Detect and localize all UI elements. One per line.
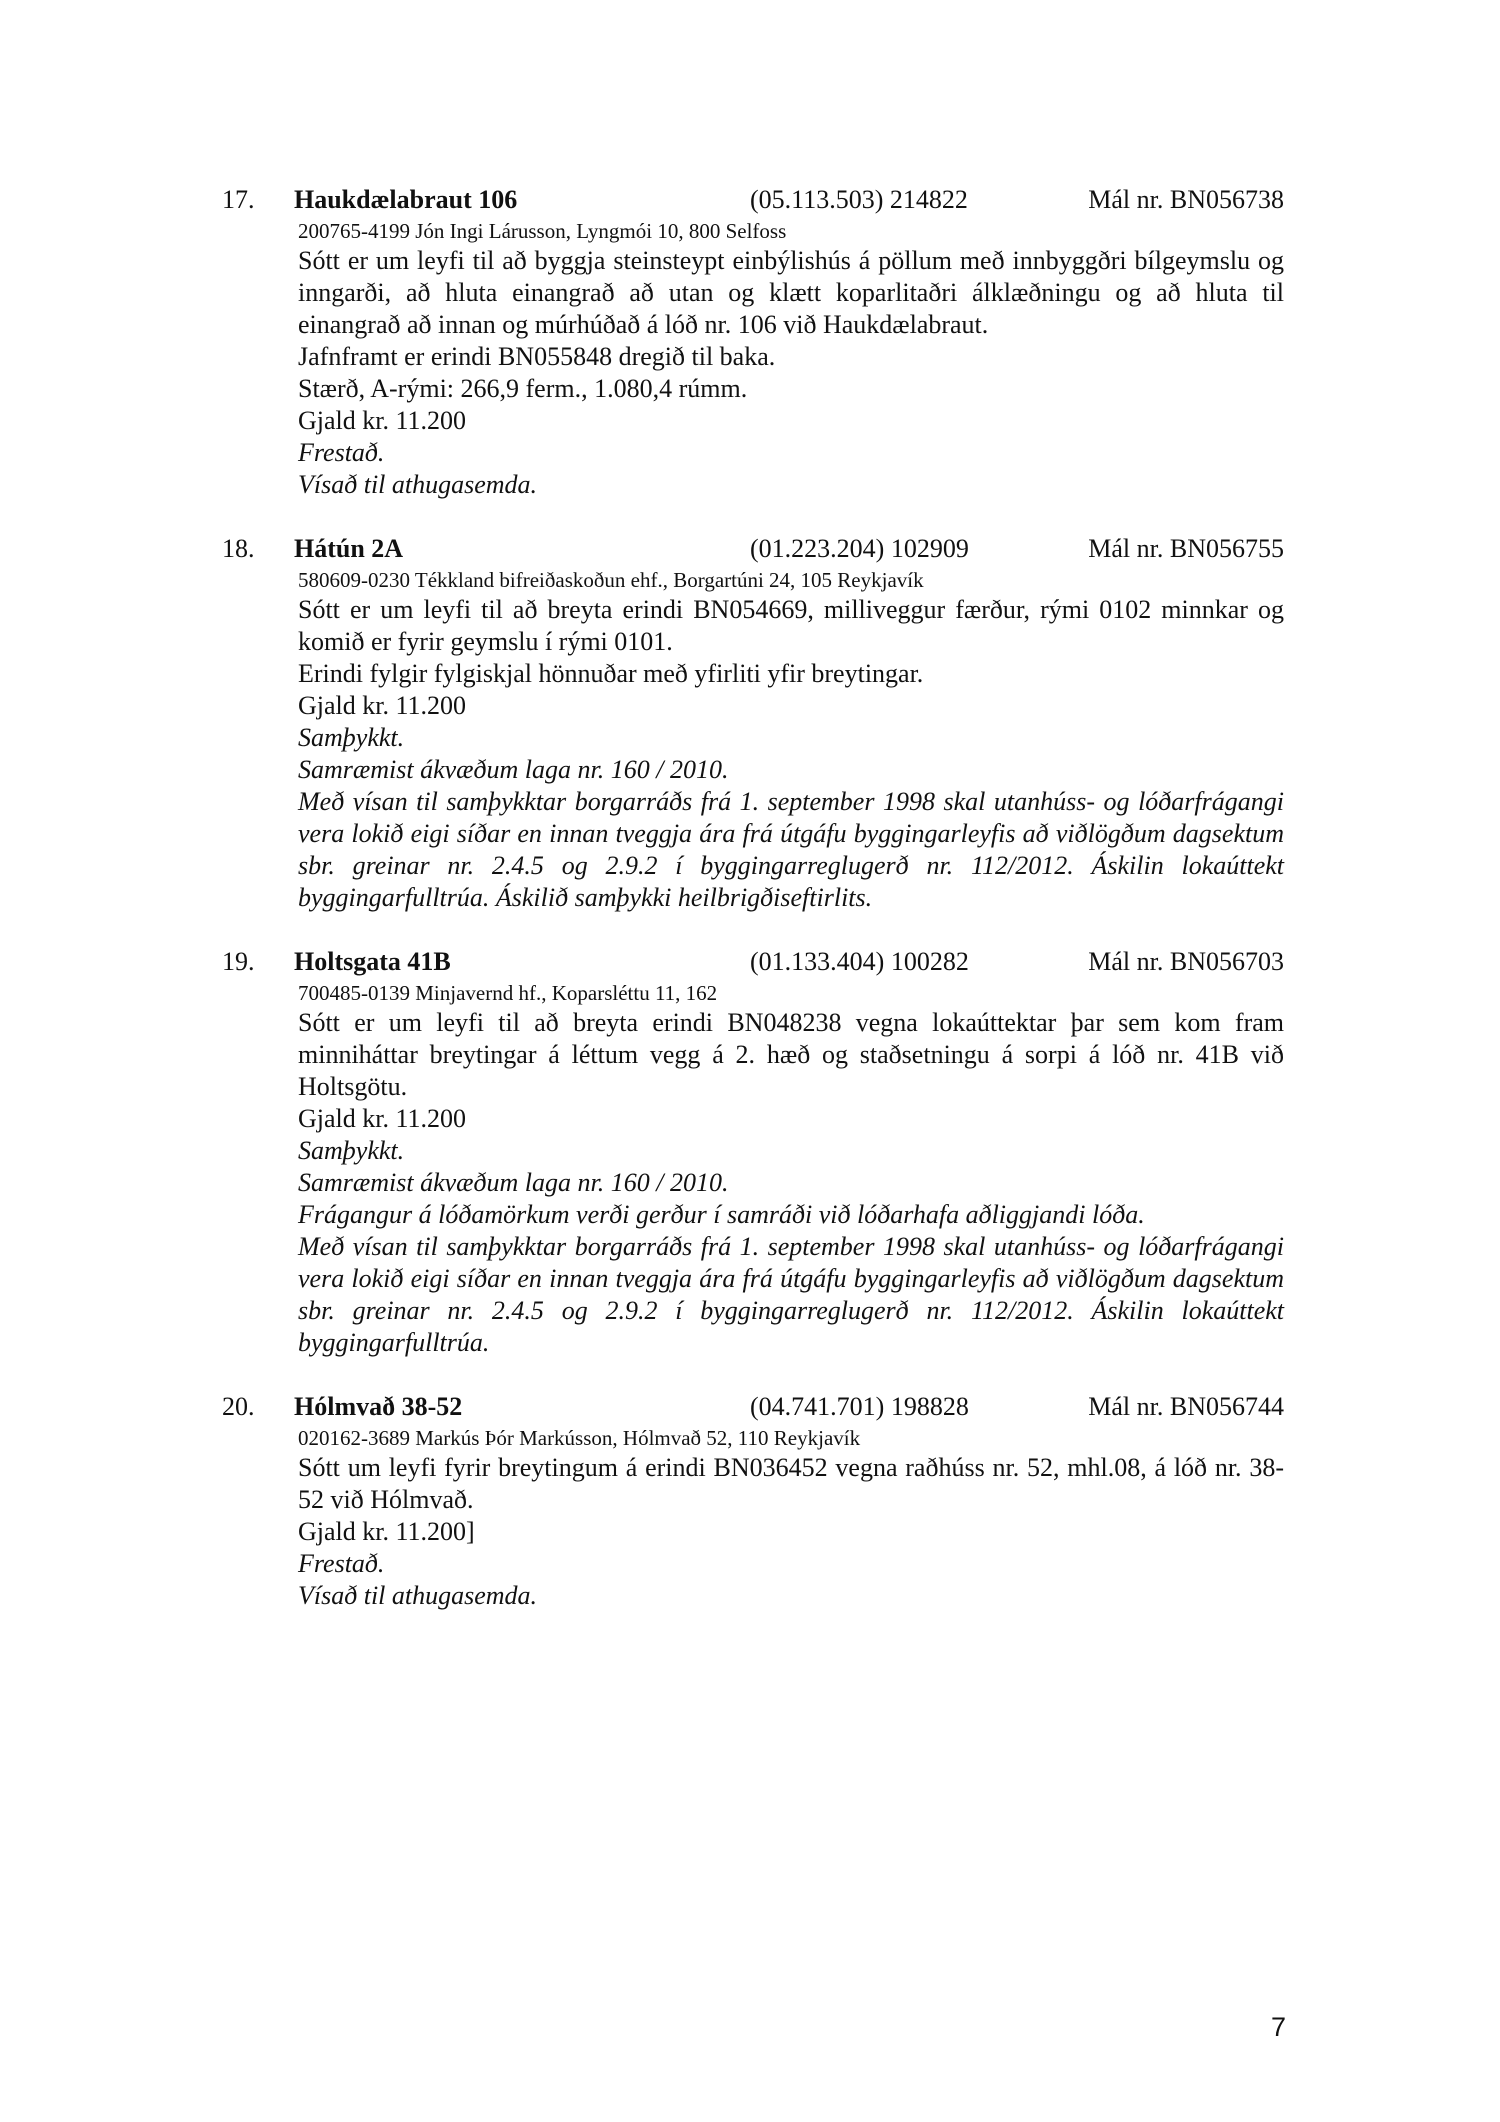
conditions-notice: Með vísan til samþykktar borgarráðs frá 1. september 1998 skal utanhúss- og lóðarfrágangi vera lokið eigi síðar en innan tveggja ára frá útgáfu byggingarleyfis að viðlögðum dagsektum sbr. greinar nr. 2.4.5 og 2.9.2 í byggingarreglugerð nr. 112/2012. Áskilin lokaúttekt byggingarfulltrúa. Áskilið samþykki heilbrigðiseftirlits.: [298, 787, 1284, 912]
entry-body: [298, 979, 1284, 1359]
property-code: (01.133.404) 100282: [750, 947, 969, 976]
case-entry-18: [222, 532, 1284, 914]
fee-line: Gjald kr. 11.200: [298, 691, 467, 720]
entry-header: [222, 532, 1284, 566]
decision-line: Samþykkt.: [298, 723, 405, 752]
conditions-notice: Með vísan til samþykktar borgarráðs frá 1. september 1998 skal utanhúss- og lóðarfrágangi vera lokið eigi síðar en innan tveggja ára frá útgáfu byggingarleyfis að viðlögðum dagsektum sbr. greinar nr. 2.4.5 og 2.9.2 í byggingarreglugerð nr. 112/2012. Áskilin lokaúttekt byggingarfulltrúa.: [298, 1232, 1284, 1357]
applicant-line: 020162-3689 Markús Þór Markússon, Hólmvað 52, 110 Reykjavík: [298, 1426, 861, 1450]
applicant-line: 580609-0230 Tékkland bifreiðaskoðun ehf., Borgartúni 24, 105 Reykjavík: [298, 568, 924, 592]
property-address: Hátún 2A: [294, 534, 404, 563]
entry-number: 19.: [222, 947, 255, 976]
property-address: Holtsgata 41B: [294, 947, 451, 976]
case-entry-17: [222, 183, 1284, 501]
entry-number: 20.: [222, 1392, 255, 1421]
entry-body: [298, 566, 1284, 914]
fee-line: Gjald kr. 11.200: [298, 1104, 467, 1133]
decision-line: Frestað.: [298, 438, 385, 467]
decision-line: Frestað.: [298, 1549, 385, 1578]
application-description: Sótt er um leyfi til að breyta erindi BN054669, milliveggur færður, rými 0102 minnkar og komið er fyrir geymslu í rými 0101.: [298, 595, 1284, 656]
entry-body: [298, 217, 1284, 501]
application-description: Sótt um leyfi fyrir breytingum á erindi BN036452 vegna raðhúss nr. 52, mhl.08, á lóð nr. 38-52 við Hólmvað.: [298, 1453, 1284, 1514]
decision-line: Vísað til athugasemda.: [298, 470, 538, 499]
fee-line: Gjald kr. 11.200]: [298, 1517, 475, 1546]
entry-body: [298, 1424, 1284, 1612]
property-code: (05.113.503) 214822: [750, 185, 968, 214]
application-description: Sótt er um leyfi til að breyta erindi BN048238 vegna lokaúttektar þar sem kom fram minniháttar breytingar á léttum vegg á 2. hæð og staðsetningu á sorpi á lóð nr. 41B við Holtsgötu.: [298, 1008, 1284, 1101]
applicant-line: 700485-0139 Minjavernd hf., Koparsléttu 11, 162: [298, 981, 718, 1005]
entry-number: 18.: [222, 534, 255, 563]
size-line: Stærð, A-rými: 266,9 ferm., 1.080,4 rúmm.: [298, 374, 748, 403]
decision-line: Samræmist ákvæðum laga nr. 160 / 2010.: [298, 755, 729, 784]
case-entry-20: [222, 1390, 1284, 1612]
case-number: Mál nr. BN056755: [1088, 534, 1284, 563]
case-entry-19: [222, 945, 1284, 1359]
entry-header: [222, 1390, 1284, 1424]
case-number: Mál nr. BN056738: [1088, 185, 1284, 214]
decision-line: Samræmist ákvæðum laga nr. 160 / 2010.: [298, 1168, 729, 1197]
entry-number: 17.: [222, 185, 255, 214]
entry-header: [222, 183, 1284, 217]
additional-note: Jafnframt er erindi BN055848 dregið til baka.: [298, 342, 776, 371]
property-code: (01.223.204) 102909: [750, 534, 969, 563]
case-number: Mál nr. BN056703: [1088, 947, 1284, 976]
case-number: Mál nr. BN056744: [1088, 1392, 1284, 1421]
fee-line: Gjald kr. 11.200: [298, 406, 467, 435]
decision-line: Vísað til athugasemda.: [298, 1581, 538, 1610]
page-number: 7: [1270, 2012, 1286, 2042]
decision-line: Samþykkt.: [298, 1136, 405, 1165]
decision-line: Frágangur á lóðamörkum verði gerður í samráði við lóðarhafa aðliggjandi lóða.: [298, 1200, 1145, 1229]
property-address: Hólmvað 38-52: [294, 1392, 463, 1421]
application-description: Sótt er um leyfi til að byggja steinsteypt einbýlishús á pöllum með innbyggðri bílgeymslu og inngarði, að hluta einangrað að utan og klætt koparlitaðri álklæðningu og að hluta til einangrað að innan og múrhúðað á lóð nr. 106 við Haukdælabraut.: [298, 246, 1284, 339]
property-code: (04.741.701) 198828: [750, 1392, 969, 1421]
additional-note: Erindi fylgir fylgiskjal hönnuðar með yfirliti yfir breytingar.: [298, 659, 924, 688]
property-address: Haukdælabraut 106: [294, 185, 518, 214]
applicant-line: 200765-4199 Jón Ingi Lárusson, Lyngmói 10, 800 Selfoss: [298, 219, 787, 243]
entry-header: [222, 945, 1284, 979]
